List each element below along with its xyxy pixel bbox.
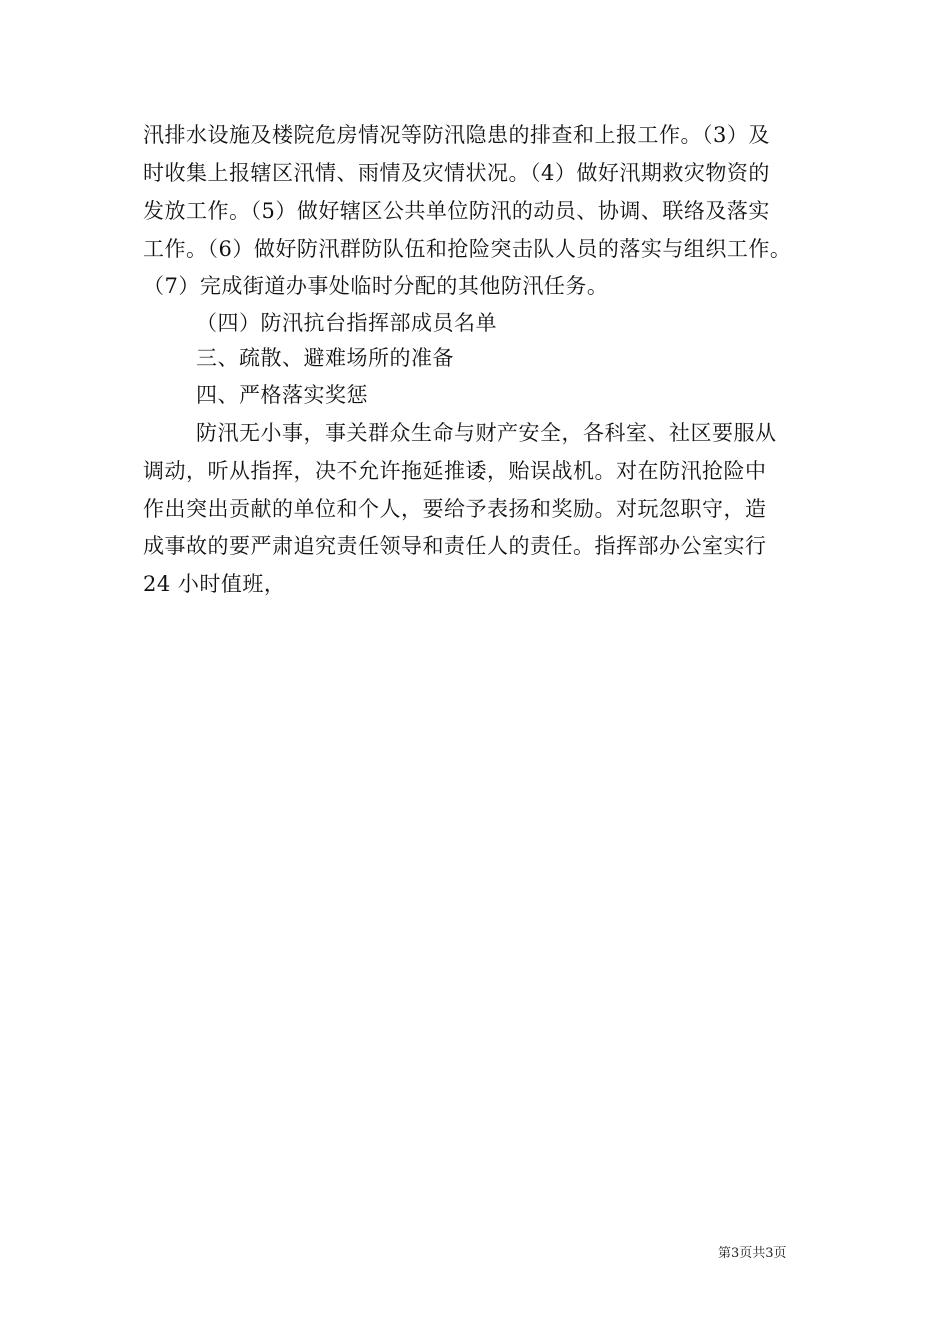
body-text-line: 发放工作。（5）做好辖区公共单位防汛的动员、协调、联络及落实 xyxy=(143,199,770,223)
body-text-line: 作出突出贡献的单位和个人，要给予表扬和奖励。对玩忽职守，造 xyxy=(143,497,767,521)
page-number-footer: 第3页共3页 xyxy=(718,1246,787,1261)
body-text-line: 汛排水设施及楼院危房情况等防汛隐患的排查和上报工作。（3）及 xyxy=(143,123,770,147)
body-text-line: 工作。（6）做好防汛群防队伍和抢险突击队人员的落实与组织工作。 xyxy=(143,237,792,261)
body-text-line: 24 小时值班， xyxy=(143,572,286,596)
section-heading-committee-list: （四）防汛抗台指挥部成员名单 xyxy=(196,311,497,335)
body-text-line: （7）完成街道办事处临时分配的其他防汛任务。 xyxy=(143,274,609,298)
body-text-line: 防汛无小事，事关群众生命与财产安全，各科室、社区要服从 xyxy=(196,421,777,445)
body-text-line: 调动，听从指挥，决不允许拖延推诿，贻误战机。对在防汛抢险中 xyxy=(143,459,767,483)
section-heading-evacuation: 三、疏散、避难场所的准备 xyxy=(196,346,454,370)
body-text-line: 时收集上报辖区汛情、雨情及灾情状况。（4）做好汛期救灾物资的 xyxy=(143,161,770,185)
section-heading-rewards: 四、严格落实奖惩 xyxy=(196,383,368,407)
body-text-line: 成事故的要严肃追究责任领导和责任人的责任。指挥部办公室实行 xyxy=(143,534,767,558)
